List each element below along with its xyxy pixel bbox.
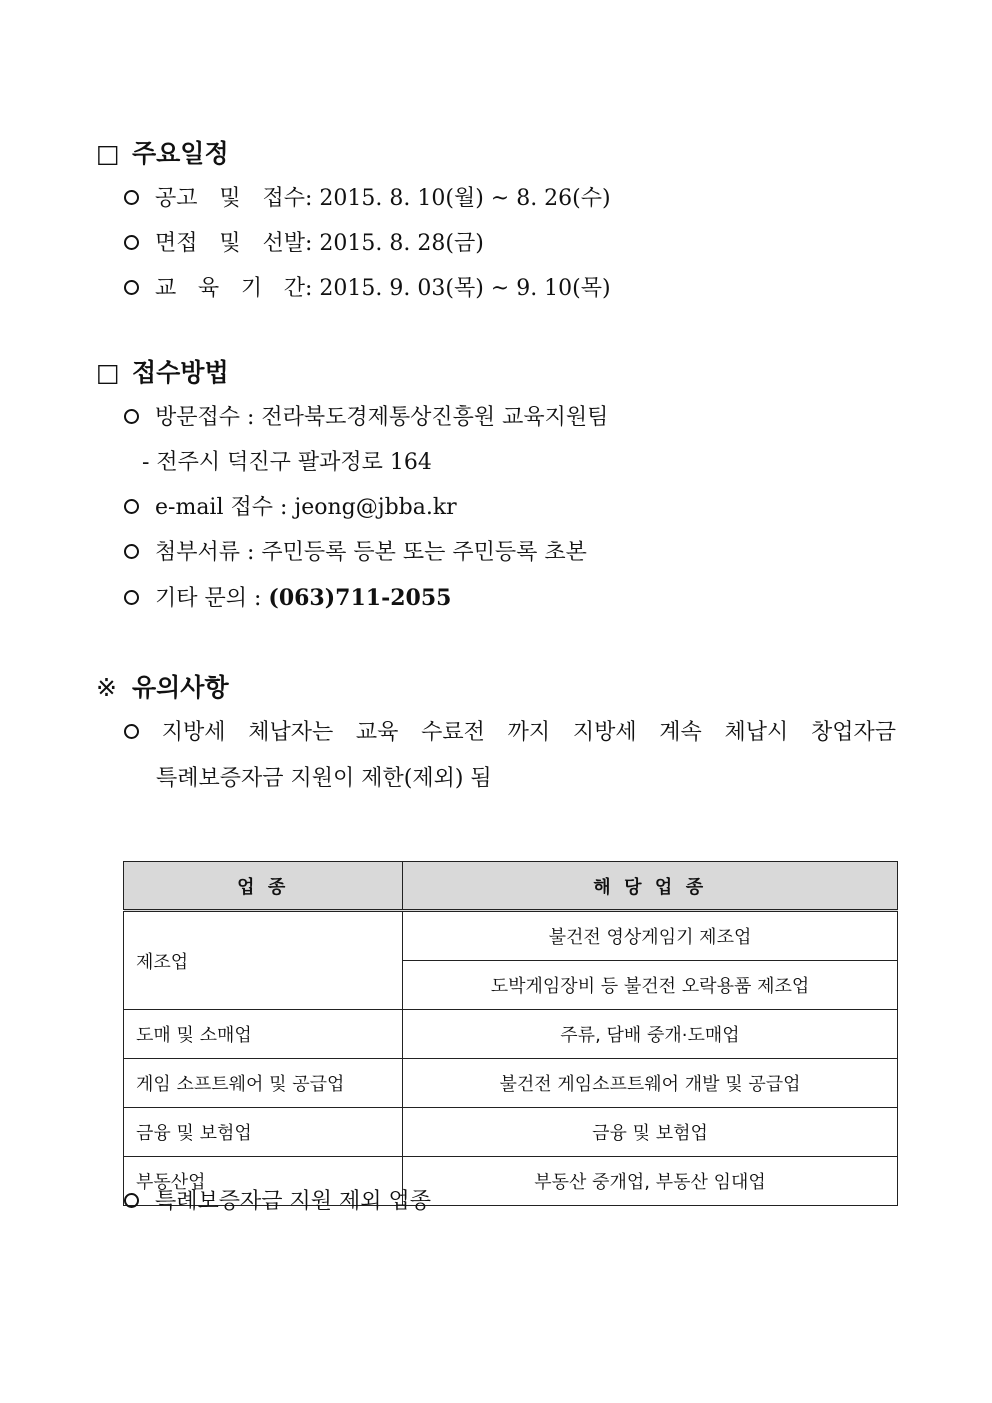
header-applicable-industry: 해 당 업 종 (403, 862, 898, 911)
documents-text: 첨부서류 : 주민등록 등본 또는 주민등록 초본 (155, 540, 587, 565)
schedule-item-announcement (124, 183, 611, 215)
header-industry: 업 종 (124, 862, 403, 911)
contact-phone: (063)711-2055 (268, 585, 452, 611)
circle-bullet-icon (124, 544, 139, 559)
application-documents (124, 537, 587, 569)
schedule-label: 교 육 기 간 (155, 276, 305, 301)
category-cell: 도매 및 소매업 (124, 1010, 403, 1059)
circle-bullet-icon (124, 1193, 139, 1208)
industry-cell: 도박게임장비 등 불건전 오락용품 제조업 (403, 961, 898, 1010)
circle-bullet-icon (124, 280, 139, 295)
reference-mark: ※ (96, 673, 117, 702)
application-email (124, 492, 457, 524)
table-row (124, 1010, 898, 1059)
email-label: e-mail 접수 : (155, 495, 295, 520)
section-title: 유의사항 (132, 673, 229, 702)
checkbox-marker: □ (96, 358, 120, 387)
schedule-item-education (124, 273, 611, 305)
application-contact (124, 582, 451, 615)
table-caption-text: 특례보증자금 지원 제외 업종 (155, 1189, 432, 1214)
table-row (124, 1059, 898, 1108)
contact-label: 기타 문의 : (155, 586, 269, 611)
industry-cell: 불건전 게임소프트웨어 개발 및 공급업 (403, 1059, 898, 1108)
category-cell: 금융 및 보험업 (124, 1108, 403, 1157)
circle-bullet-icon (124, 499, 139, 514)
section-heading-notes (96, 671, 229, 705)
industry-cell: 부동산 중개업, 부동산 임대업 (403, 1157, 898, 1206)
industry-cell: 불건전 영상게임기 제조업 (403, 911, 898, 961)
table-header-row (124, 862, 898, 911)
email-address: jeong@jbba.kr (294, 495, 457, 520)
circle-bullet-icon (124, 190, 139, 205)
notes-line-2: 특례보증자금 지원이 제한(제외) 됨 (156, 766, 492, 791)
table-row (124, 911, 898, 961)
notes-paragraph (124, 710, 896, 802)
category-cell: 게임 소프트웨어 및 공급업 (124, 1059, 403, 1108)
section-title: 주요일정 (132, 139, 229, 168)
schedule-item-interview (124, 228, 484, 260)
table-row (124, 1108, 898, 1157)
notes-line-1 (124, 710, 896, 756)
category-cell: 제조업 (124, 911, 403, 1010)
circle-bullet-icon (124, 590, 139, 605)
application-visit (124, 402, 608, 434)
circle-bullet-icon (124, 409, 139, 424)
category-cell: 부동산업 (124, 1157, 403, 1206)
visit-text: 방문접수 : 전라북도경제통상진흥원 교육지원팀 (155, 405, 609, 430)
schedule-value: : 2015. 8. 10(월) ~ 8. 26(수) (305, 186, 611, 211)
section-heading-application (96, 356, 229, 390)
application-address: - 전주시 덕진구 팔과정로 164 (142, 450, 432, 475)
schedule-label: 면접 및 선발 (155, 231, 305, 256)
circle-bullet-icon (124, 724, 139, 739)
industry-cell: 금융 및 보험업 (403, 1108, 898, 1157)
checkbox-marker: □ (96, 139, 120, 168)
industry-cell: 주류, 담배 중개·도매업 (403, 1010, 898, 1059)
schedule-value: : 2015. 9. 03(목) ~ 9. 10(목) (305, 276, 611, 301)
table-caption (124, 1186, 431, 1218)
section-title: 접수방법 (132, 358, 229, 387)
circle-bullet-icon (124, 235, 139, 250)
schedule-label: 공고 및 접수 (155, 186, 305, 211)
section-heading-schedule (96, 137, 229, 171)
schedule-value: : 2015. 8. 28(금) (305, 231, 484, 256)
excluded-industry-table (123, 861, 898, 1206)
notes-line-1-text: 지방세 체납자는 교육 수료전 까지 지방세 계속 체납시 창업자금 (161, 720, 896, 745)
